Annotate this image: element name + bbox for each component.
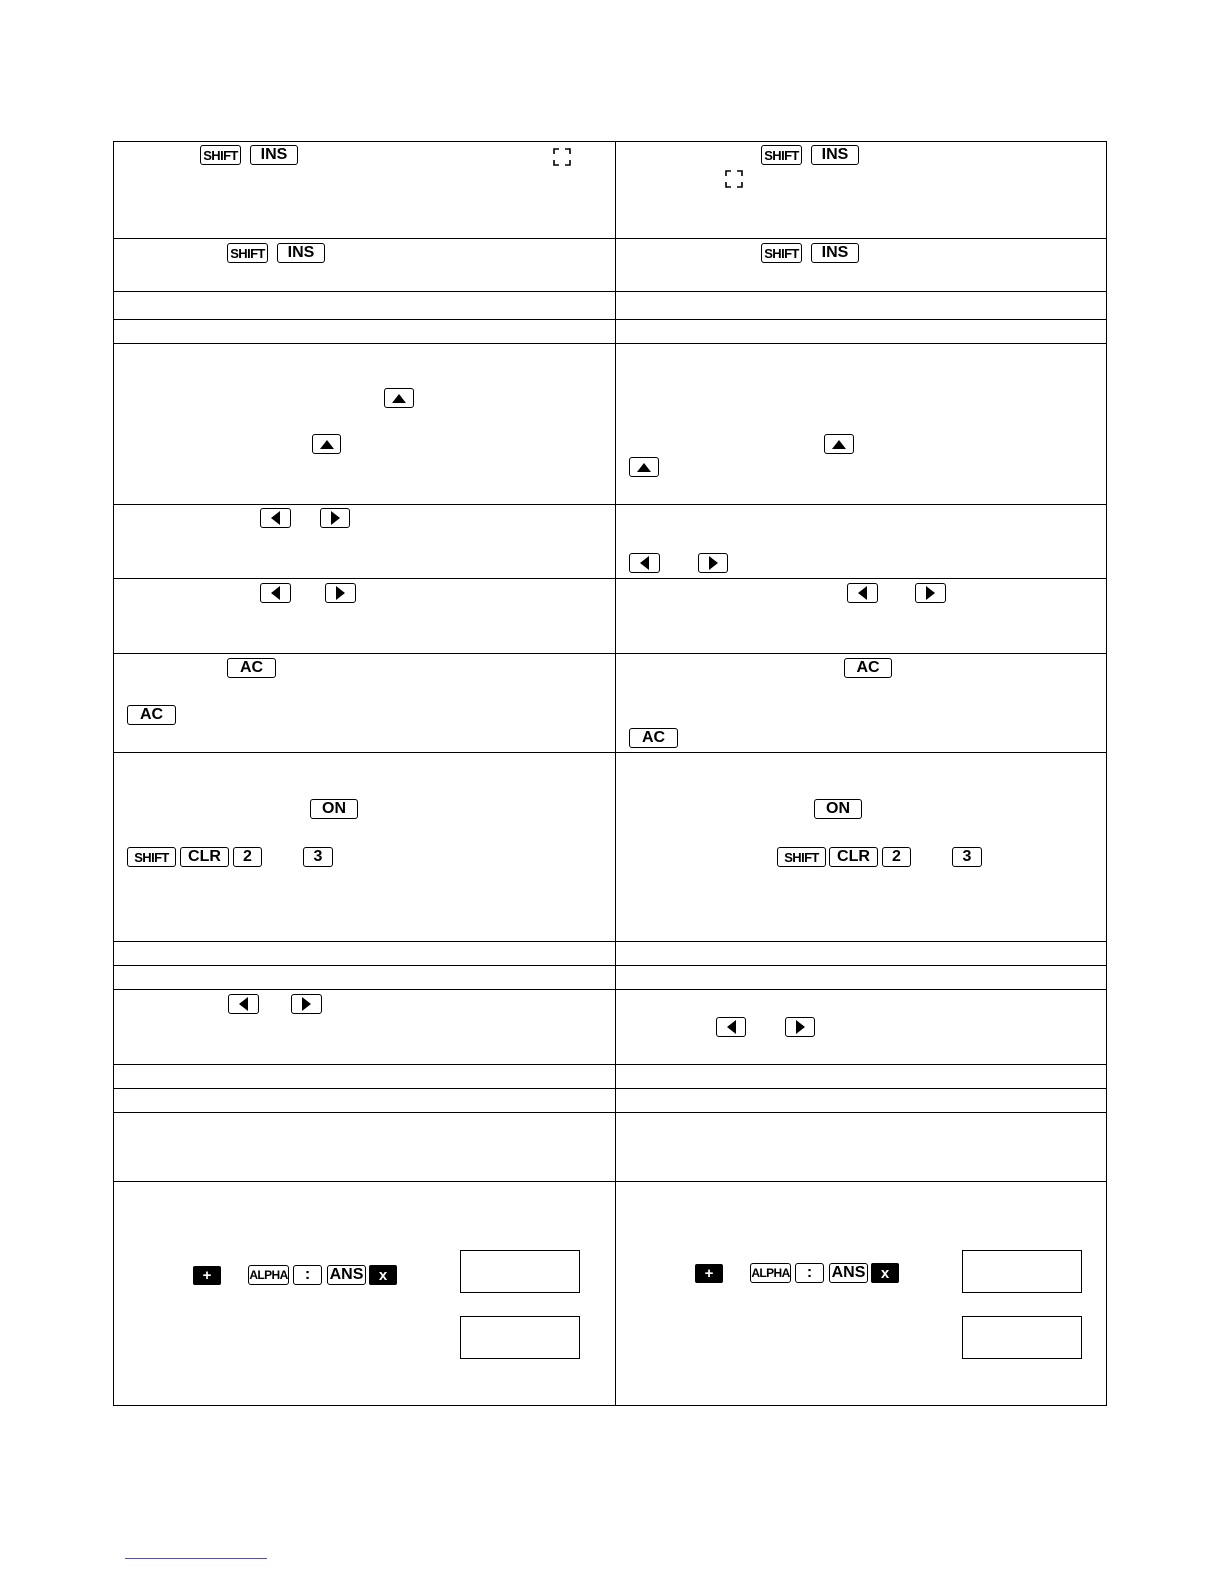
calculator-display [460, 1316, 580, 1359]
row-border [113, 989, 1107, 990]
ins-key: INS [277, 243, 325, 263]
plus-key: + [193, 1266, 221, 1285]
row-border [113, 1088, 1107, 1089]
ac-key: AC [227, 658, 276, 678]
key-3: 3 [952, 847, 982, 867]
left-arrow-key [629, 553, 660, 573]
row-border [113, 1112, 1107, 1113]
on-key: ON [310, 799, 358, 819]
column-border [1106, 141, 1107, 1406]
right-arrow-icon [926, 586, 935, 600]
row-border [113, 1064, 1107, 1065]
up-arrow-key [629, 457, 659, 477]
right-arrow-key [698, 553, 728, 573]
column-border [615, 141, 616, 1406]
colon-key: : [795, 1263, 824, 1283]
row-border [113, 653, 1107, 654]
row-border [113, 238, 1107, 239]
up-arrow-icon [320, 440, 334, 449]
shift-key: SHIFT [777, 847, 826, 867]
left-arrow-key [716, 1017, 746, 1037]
right-arrow-key [785, 1017, 815, 1037]
shift-key: SHIFT [227, 243, 268, 263]
row-border [113, 1181, 1107, 1182]
row-border [113, 1405, 1107, 1406]
alpha-key: ALPHA [248, 1265, 289, 1285]
plus-key: + [695, 1264, 723, 1283]
up-arrow-icon [832, 440, 846, 449]
ans-key: ANS [327, 1265, 366, 1285]
key-2: 2 [882, 847, 911, 867]
up-arrow-key [312, 434, 341, 454]
left-arrow-icon [727, 1020, 736, 1034]
ins-key: INS [811, 145, 859, 165]
left-arrow-icon [271, 586, 280, 600]
right-arrow-icon [796, 1020, 805, 1034]
row-border [113, 504, 1107, 505]
ac-key: AC [629, 728, 678, 748]
right-arrow-key [320, 508, 350, 528]
ins-key: INS [811, 243, 859, 263]
clr-key: CLR [829, 847, 878, 867]
key-2: 2 [233, 847, 262, 867]
row-border [113, 291, 1107, 292]
calculator-display [460, 1250, 580, 1293]
row-border [113, 941, 1107, 942]
ans-key: ANS [829, 1263, 868, 1283]
up-arrow-key [824, 434, 854, 454]
colon-key: : [293, 1265, 322, 1285]
multiply-key: x [871, 1263, 899, 1283]
calculator-display [962, 1316, 1082, 1359]
row-border [113, 965, 1107, 966]
left-arrow-icon [239, 997, 248, 1011]
left-arrow-icon [271, 511, 280, 525]
right-arrow-icon [336, 586, 345, 600]
ins-key: INS [250, 145, 298, 165]
shift-key: SHIFT [200, 145, 241, 165]
shift-key: SHIFT [761, 145, 802, 165]
up-arrow-icon [637, 463, 651, 472]
left-arrow-icon [640, 556, 649, 570]
row-border [113, 752, 1107, 753]
shift-key: SHIFT [127, 847, 176, 867]
calculator-display [962, 1250, 1082, 1293]
row-border [113, 578, 1107, 579]
ac-key: AC [127, 705, 176, 725]
left-arrow-key [260, 508, 291, 528]
left-arrow-icon [858, 586, 867, 600]
up-arrow-icon [392, 394, 406, 403]
shift-key: SHIFT [761, 243, 802, 263]
up-arrow-key [384, 388, 414, 408]
on-key: ON [814, 799, 862, 819]
insert-cursor-icon [725, 170, 743, 188]
right-arrow-icon [302, 997, 311, 1011]
right-arrow-key [325, 583, 356, 603]
multiply-key: x [369, 1265, 397, 1285]
column-border [113, 141, 114, 1406]
right-arrow-icon [331, 511, 340, 525]
key-3: 3 [303, 847, 333, 867]
footnote-separator [125, 1558, 267, 1559]
left-arrow-key [228, 994, 259, 1014]
row-border [113, 141, 1107, 142]
row-border [113, 319, 1107, 320]
left-arrow-key [260, 583, 291, 603]
left-arrow-key [847, 583, 878, 603]
clr-key: CLR [180, 847, 229, 867]
right-arrow-key [915, 583, 946, 603]
right-arrow-key [291, 994, 322, 1014]
insert-cursor-icon [553, 148, 571, 166]
right-arrow-icon [709, 556, 718, 570]
row-border [113, 343, 1107, 344]
alpha-key: ALPHA [750, 1263, 791, 1283]
ac-key: AC [844, 658, 892, 678]
